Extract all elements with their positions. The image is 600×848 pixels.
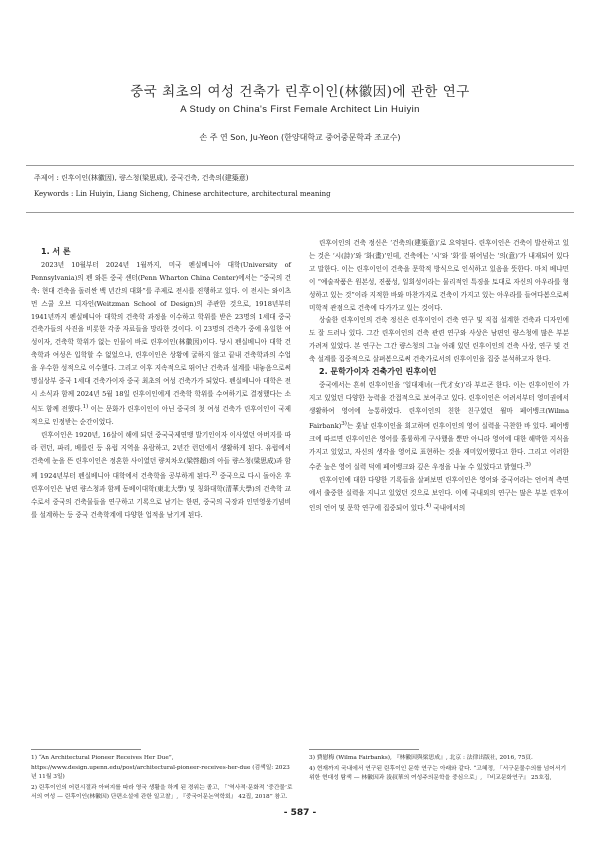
footnote-ref: 3): [525, 461, 531, 468]
page-number: - 587 -: [283, 808, 317, 818]
paragraph: [31, 259, 291, 429]
paragraph-text: 이는 문화가 린후이인이 아닌 중국의 첫 여성 건축가 린후이인이 국제적으로 인정받는 순간이었다.: [31, 405, 292, 426]
paragraph: [31, 429, 291, 522]
footnote: 1) “An Architectural Pioneer Receives Her Due”, https://www.design.upenn.edu/post/architectural-pioneer-receives-her-due (검색일: 2023년 11월 3일): [31, 755, 290, 781]
footnote-rule: [309, 749, 419, 750]
paper-title-korean: 중국 최초의 여성 건축가 린후이인(林徽因)에 관한 연구: [130, 84, 470, 100]
paragraph-text: 는 훗날 린후이인을 회고하며 린후이인의 영어 실력을 극찬한 바 있다. 페어뱅크에 따르면 린후이인은 영어를 훌륭하게 구사했을 뿐만 아니라 영어에 대한 해박한 지식을 가지고 있었고, 자신의 생각을 영어로 표현하는 것을 재미있어했다고 한다. 그리고 이러한 수준 높은 영어 실력 덕에 페어뱅크와 깊은 우정을 나눌 수 있었다고 밝혔다.: [309, 421, 569, 471]
footnotes-left: [31, 754, 293, 804]
section-heading-intro: 1. 서 론: [41, 247, 71, 256]
paragraph-text: 린후이인은 1920년, 16살이 해에 되던 중국국제연맹 발기인이자 이사였던 아버지를 따라 런던, 파리, 베를린 등 유럽 지역을 유람하고, 2년간 런던에서 생활하게 된다. 유럽에서 건축에 눈을 뜬 린후이인은 정혼한 사이였던 량치차오(梁啓超)의 아들 량스청(梁思成)과 함께 1924년부터 펜실베니아 대학에서 건축학을 공부하게 된다.: [31, 430, 291, 480]
right-column: [309, 237, 569, 515]
footnote-rule: [31, 749, 141, 750]
footnotes-right: [309, 754, 571, 785]
paragraph-text: 린후이인에 대한 다양한 기록들을 살펴보면 린후이인은 영어와 중국어라는 언어적 측면에서 출중한 실력을 지니고 있었던 것으로 보인다. 이에 국내외의 연구는 많은 부분 린후이인의 언어 및 문학 연구에 집중되어 있다.: [309, 475, 569, 512]
paragraph: 상술한 린후이인의 건축 정신은 린후이인이 건축 연구 및 직접 설계한 건축과 디자인에도 잘 드러나 있다. 그간 린후이인의 건축 관련 연구와 사상은 남편인 량스청에 많은 부분 가려져 있었다. 본 연구는 그간 량스청의 그늘 아래 있던 린후이인의 건축 사상, 연구 및 건축 설계를 집중적으로 살펴봄으로써 건축가로서의 린후이인을 집중 분석하고자 한다.: [309, 316, 569, 364]
keywords-box: [26, 165, 574, 213]
paragraph-text: 중국에서는 흔히 린후이인을 ‘일대재녀(一代才女)’라 부르곤 한다. 이는 린후이인이 가지고 있었던 다양한 능력을 간접적으로 보여주고 있다. 린후이인은 어려서부터 영미권에서 생활하여 영어에 능통하였다. 린후이인의 친한 친구였던 윌마 페어뱅크(Wilma Fairbank): [309, 380, 569, 430]
footnote-ref: 1): [82, 403, 89, 410]
paragraph-text: 2023년 10월부터 2024년 1월까지, 미국 펜실베니아 대학(University of Pennsylvania)의 펜 와튼 중국 센터(Penn Wharton China Center)에서는 “중국의 건축: 현대 건축을 돌러싼 백 년간의 대화”를 주제로 전시를 진행하고 있다. 이 전시는 와이츠먼 스쿨 오브 디자인(Weitzman School of Design)의 주관한 것으로, 1918년부터 1941년까지 펜실베니아 대학의 건축학 과정을 이수하고 학위를 받은 23명의 1세대 중국 건축가들의 사진을 비롯한 각종 자료들을 망라한 것이다. 이 23명의 건축가 중에 유일한 여성이자, 건축학 학위가 없는 인물이 바로 린후이인(林徽因)이다. 당시 펜실베니아 대학 건축학과 여성은 입학할 수 없었으나, 린후이인은 상황에 굴하지 않고 끝내 건축학과의 수업을 우수한 성적으로 이수했다. 그리고 이후 지속적으로 뛰어난 건축과 설계를 내놓음으로써 명실상부 중국 1세대 건축가이자 중국 최초의 여성 건축가가 되었다. 펜실베니아 대학은 전시 소식과 함께 2024년 5월 18일 린후이인에게 건축학 학위를 수여하기로 결정했다는 소식도 함께 전했다.: [31, 260, 291, 414]
section-heading-2: 2. 문학가이자 건축가인 린후이인: [319, 367, 437, 377]
paragraph: [309, 379, 569, 474]
paragraph-text: 국내에서의: [431, 503, 466, 512]
left-column: [31, 246, 291, 521]
footnote-ref: 4): [425, 502, 432, 509]
footnote: 4) 현재까지 국내에서 연구된 린후이인 문학 연구는 아래와 같다. “고혜정, 「서구문물수의를 넘어서기 위한 현대성 탐색 — 林徽因과 淩叔華의 여성주의문학을 중심으로」, 『비교문화연구』 25호집,: [309, 765, 567, 782]
paragraph: 린후이인의 건축 정신은 ‘건축의(建築意)’로 요약된다. 린후이인은 건축이 발산하고 있는 것은 ‘시(詩)’와 ‘화(畫)’인데, 건축에는 ‘시’와 ‘화’를 뛰어넘는 ‘의(意)’가 내재되어 있다고 말한다. 이는 린후이인이 건축을 문학적 방식으로 인식하고 있음을 뜻한다. 마치 베냐민이 “예술작품은 원본성, 진품성, 일회성이라는 물리적인 특징을 토대로 자신의 아우라를 형성하고 있는 것”이라 지적한 바와 마찬가지로 건축이 가지고 있는 아우라를 들여다봄으로써 미학적 관점으로 건축에 다가가고 있는 것이다.: [309, 239, 570, 312]
paragraph: [309, 474, 569, 515]
keywords-english: Keywords : Lin Huiyin, Liang Sicheng, Chinese architecture, architectural meaning: [34, 190, 331, 198]
paper-title-english: A Study on China's First Female Architect Lin Huiyin: [180, 104, 420, 115]
footnote: 3) 費慰梅 (Wilma Fairbanks), 『林徽因與梁思成』, 北京 : 法律出版社, 2016, 75頁.: [309, 755, 533, 761]
paragraph-text: 중국으로 다시 돌아온 후 린후이인은 남편 량스청과 함께 동베이대학(東北大學) 및 칭화대학(清華大學)의 건축학 교수로서 중국의 건축물들을 연구하고 기록으로 남기는 한편, 중국의 국장과 인민영웅기념비를 설계하는 등 중국 건축학계에 다양한 업적을 남기게 된다.: [31, 471, 291, 519]
author-line: 손 주 연 Son, Ju-Yeon (한양대학교 중어중문학과 조교수): [199, 133, 401, 142]
footnote-ref: 3): [341, 420, 347, 427]
footnote-ref: 2): [211, 470, 218, 477]
footnote: 2) 린후이인의 어린시절과 아버지를 따라 영국 생활을 하게 된 경위는 졸고, 「‘역사적·문화적 ‘중간물’로서의 여성 — 린후이인(林徽因) 단편소설에 관한 일고찰」, 『중국어문논역학회』 42집, 2018” 참고.: [31, 784, 293, 801]
keywords-korean: 주제어 : 린후이인(林徽因), 량스청(梁思成), 중국건축, 건축의(建築意): [34, 174, 249, 182]
